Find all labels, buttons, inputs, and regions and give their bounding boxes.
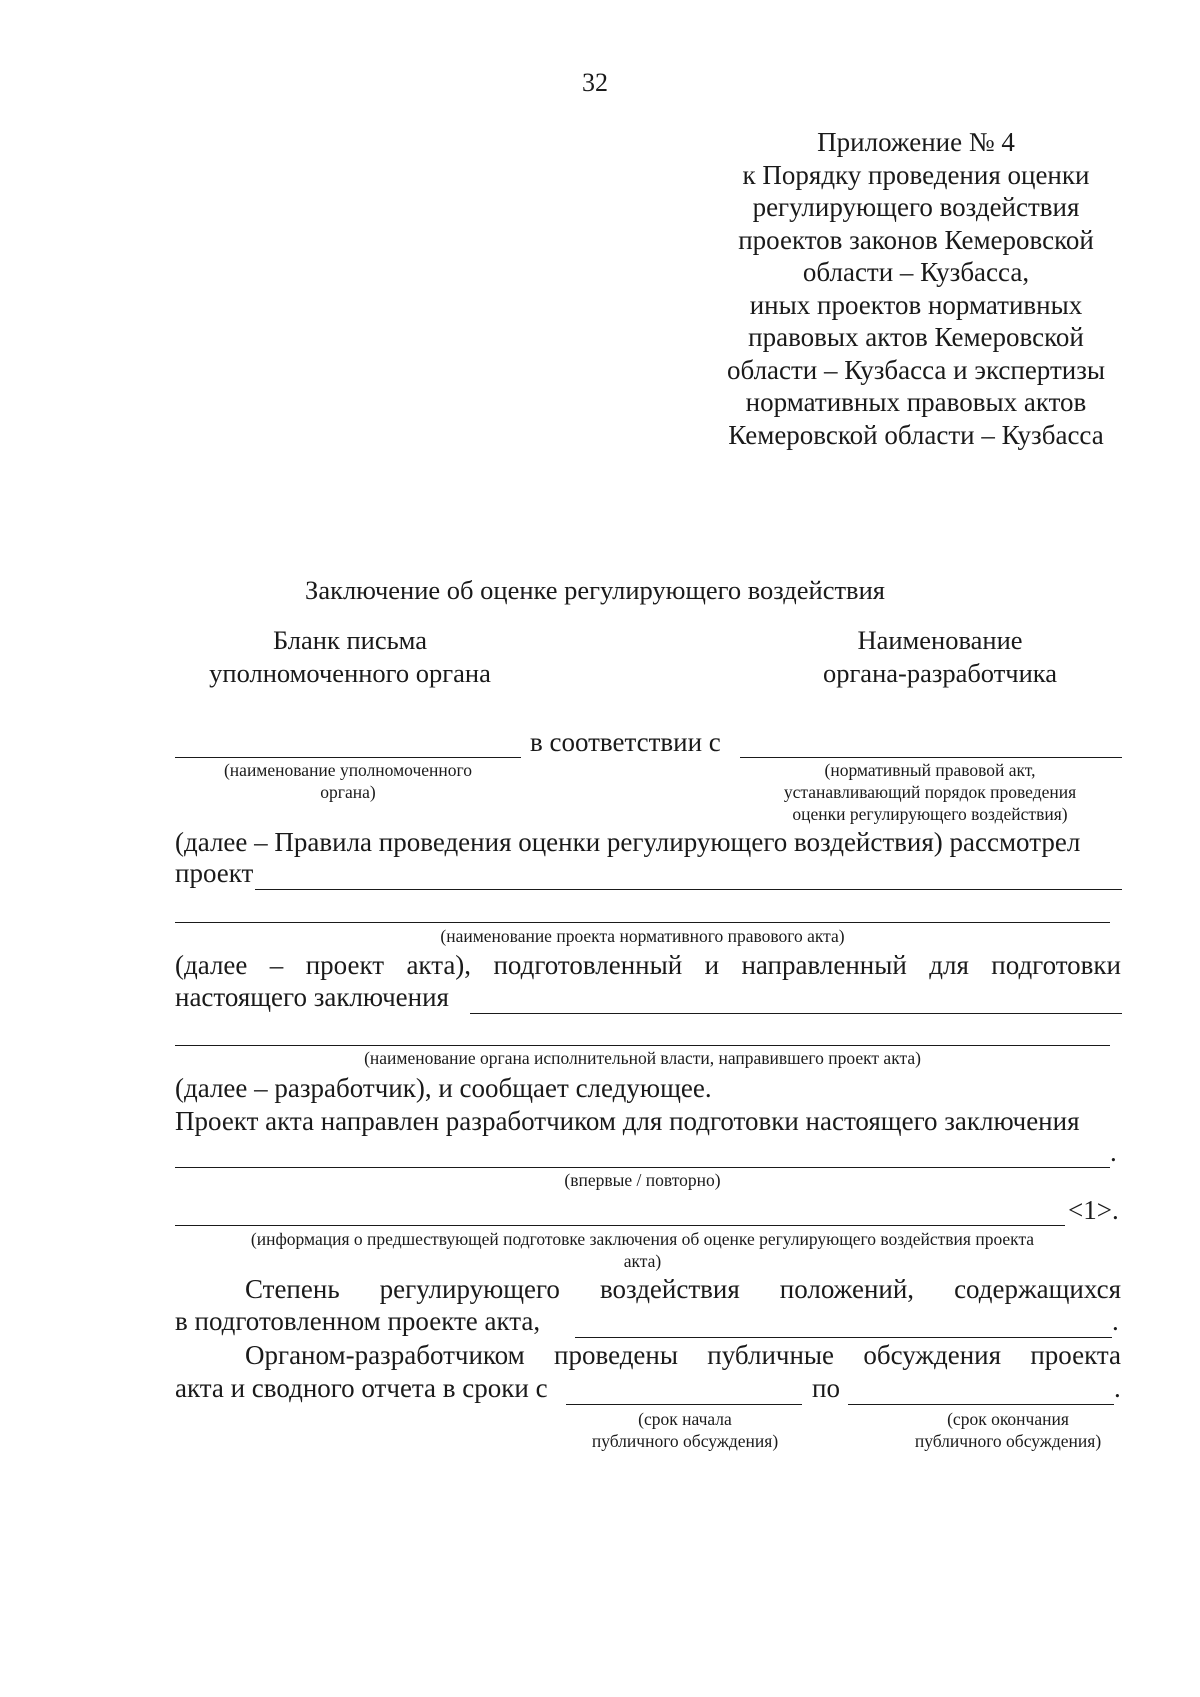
appendix-line: регулирующего воздействия	[752, 192, 1080, 222]
normative-act-field[interactable]	[740, 757, 1122, 758]
project-word: проект	[175, 858, 254, 888]
appendix-block	[706, 126, 1126, 451]
caption-line: устанавливающий порядок проведения	[783, 782, 1077, 802]
project-name-field-2[interactable]	[175, 922, 1110, 923]
appendix-line: области – Кузбасса и экспертизы	[727, 354, 1105, 385]
draft-line: (далее – проект акта), подготовленный и направленный для подготовки	[175, 950, 1121, 980]
previous-info-field[interactable]	[175, 1225, 1065, 1226]
sent-line: Проект акта направлен разработчиком для подготовки настоящего заключения	[175, 1106, 1080, 1136]
period-mark: .	[1114, 1373, 1121, 1403]
caption-line: оценки регулирующего воздействия)	[792, 804, 1068, 824]
appendix-line: к Порядку проведения оценки	[742, 159, 1090, 190]
appendix-line: области – Кузбасса,	[802, 257, 1030, 287]
normative-act-caption	[730, 759, 1130, 825]
appendix-line: проектов законов Кемеровской	[738, 224, 1094, 255]
developer-line: (далее – разработчик), и сообщает следующее.	[175, 1073, 712, 1103]
caption-line: (срок окончания	[947, 1409, 1069, 1429]
appendix-line: Кемеровской области – Кузбасса	[728, 419, 1104, 450]
authorized-body-caption	[175, 759, 521, 803]
authorized-body-field[interactable]	[175, 757, 521, 758]
caption-line: публичного обсуждения)	[591, 1431, 779, 1451]
this-conclusion-text: настоящего заключения	[175, 982, 449, 1012]
appendix-line: Приложение № 4	[817, 127, 1015, 157]
po-text: по	[812, 1373, 840, 1403]
document-title: Заключение об оценке регулирующего воздействия	[305, 575, 885, 605]
public-line: Органом-разработчиком проведены публичные обсуждения проекта	[245, 1340, 1121, 1370]
developer-name-label	[750, 624, 1130, 690]
caption-line: (срок начала	[638, 1409, 732, 1429]
previous-info-caption	[175, 1228, 1110, 1272]
letterhead-line: Бланк письма	[272, 625, 428, 655]
start-date-caption	[560, 1408, 810, 1452]
first-repeat-field[interactable]	[175, 1167, 1110, 1168]
letterhead-line: уполномоченного органа	[209, 658, 491, 688]
executive-body-field[interactable]	[470, 1013, 1122, 1014]
caption-line: (информация о предшествующей подготовке заключения об оценке регулирующего воздействия проекта	[250, 1229, 1035, 1249]
period-mark: .	[1112, 1306, 1119, 1336]
developer-name-line: Наименование	[857, 625, 1023, 655]
executive-body-field-2[interactable]	[175, 1045, 1110, 1046]
developer-name-line: органа-разработчика	[822, 658, 1058, 688]
project-name-caption: (наименование проекта нормативного правового акта)	[440, 926, 845, 946]
caption-line: (наименование уполномоченного	[223, 760, 473, 780]
degree-field[interactable]	[575, 1337, 1112, 1338]
footnote-ref: <1>.	[1068, 1195, 1119, 1225]
rules-line: (далее – Правила проведения оценки регулирующего воздействия) рассмотрел	[175, 827, 1081, 857]
start-date-field[interactable]	[566, 1404, 802, 1405]
letterhead-label	[160, 624, 540, 690]
caption-line: акта)	[623, 1251, 662, 1271]
public-line-2: акта и сводного отчета в сроки с	[175, 1373, 548, 1403]
executive-body-caption: (наименование органа исполнительной власти, направившего проект акта)	[364, 1048, 921, 1068]
appendix-line: правовых актов Кемеровской	[748, 322, 1084, 352]
caption-line: органа)	[320, 782, 376, 802]
degree-line-2: в подготовленном проекте акта,	[175, 1306, 541, 1336]
page-number: 32	[582, 68, 608, 97]
end-date-field[interactable]	[848, 1404, 1114, 1405]
appendix-line: нормативных правовых актов	[745, 387, 1087, 417]
period-mark: .	[1110, 1137, 1117, 1167]
caption-line: публичного обсуждения)	[914, 1431, 1102, 1451]
degree-line: Степень регулирующего воздействия положений, содержащихся	[245, 1274, 1121, 1304]
appendix-line: иных проектов нормативных	[749, 289, 1083, 320]
project-name-field[interactable]	[255, 889, 1122, 890]
end-date-caption	[878, 1408, 1138, 1452]
in-accordance-text: в соответствии с	[530, 727, 721, 757]
first-repeat-caption: (впервые / повторно)	[564, 1170, 721, 1190]
caption-line: (нормативный правовой акт,	[824, 760, 1036, 780]
